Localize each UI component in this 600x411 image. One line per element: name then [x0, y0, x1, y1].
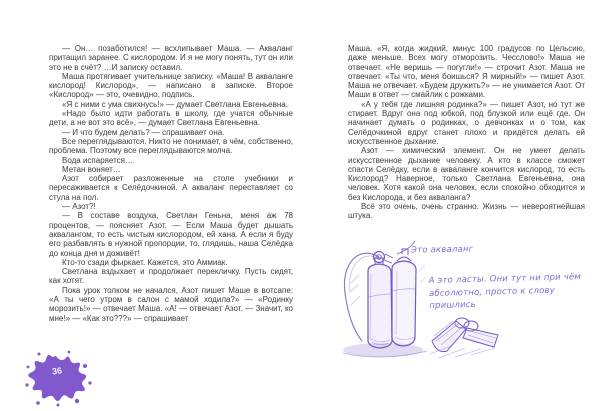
page-number: 36	[51, 365, 63, 377]
paragraph: Всё это очень, очень странно. Жизнь — невероятнейшая штука.	[348, 202, 585, 221]
paragraph: Азот собирает разложенные на столе учебники и пересаживается к Селёдочкиной. А акваланг переставляет со стула на пол.	[49, 174, 293, 202]
fins-caption: А это ласты. Они тут ни при чём абсолютно, просто к слову пришлись	[428, 272, 582, 312]
paragraph: — В составе воздуха, Светлан Геньна, меня аж 78 процентов, — поясняет Азот. — Если Маша будет дышать аквалангом, то есть чистым кислородом, ей хана. А если я буду его разбавлять в нужной пропорции, то, глядишь, наша Селёдка до конца дня и доживёт!	[49, 211, 293, 258]
paragraph: — И что будем делать? — спрашивает она.	[62, 127, 225, 137]
page-right-text	[348, 44, 585, 221]
page-left-text	[49, 44, 293, 323]
paragraph: Вода испаряется…	[62, 155, 133, 165]
tank-caption: Это акваланг	[410, 244, 474, 256]
scuba-tank-and-fins-sketch	[335, 241, 590, 391]
aqualung-illustration	[335, 241, 590, 391]
paragraph: Маша. «Я, когда жидкий, минус 100 градусов по Цельсию, даже меньше. Всех могу отморозить. Чесслово!» Маша не отвечает. «Не веришь — погугли!» — строчит Азот. Маша не отвечает. «Ты что, меня боишься? Я мирный!» — пишет Азот. Маша не отвечает. «Будем дружить?» — не унимается Азот. От Маши в ответ — смайлик с рожками.	[348, 44, 585, 100]
ink-splat-icon	[24, 350, 96, 408]
paragraph: «А у тебя где лишняя родинка?» — пишет Азот, но тут же стирает. Вдруг она под юбкой, под блузкой или ещё где. Он начинает думать о родинках, о девчонках и о том, как Селёдочкиной вдруг станет плохо и придётся делать ей искусственное дыхание.	[348, 99, 585, 146]
page-number-splat	[24, 350, 96, 408]
paragraph: Кто-то сзади фыркает. Кажется, это Аммиак.	[62, 257, 228, 267]
paragraph: — Азот?!	[62, 202, 96, 212]
paragraph: Метан воняет…	[62, 164, 121, 174]
paragraph: Пока урок толком не начался, Азот пишет Маше в вотсапе: «А ты чего утром в салон с мамой ходила?» — «Родинку морозить!» — отвечает Маша. «А! — отвечает Азот. — Значит, ко мне!» — «Как это???» — спрашивает	[49, 285, 293, 323]
paragraph: «Надо было идти работать в школу, где учатся обычные дети, а не вот это всё», — думает Светлана Евгеньевна.	[49, 109, 293, 128]
paragraph: Светлана вздыхает и продолжает перекличку. Пусть сидят, как хотят.	[49, 267, 293, 286]
paragraph: — Он… позаботился! — всхлипывает Маша. — Акваланг притащил заранее. С кислородом. И я не могу понять, тут он или это не в счёт? …И записку оставил.	[49, 44, 293, 72]
paragraph: Все переглядываются. Никто не понимает, в чём, собственно, проблема. Поэтому все переглядываются молча.	[49, 136, 293, 156]
paragraph: Маша протягивает учительнице записку. «Маша! В акваланге кислород! Кислород», — написано в записке. Второе «Кислород» — это, очевидно, подпись.	[49, 71, 293, 100]
paragraph: «Я с ними с ума свихнусь!» — думает Светлана Евгеньевна.	[62, 99, 288, 109]
paragraph: Азот — химический элемент. Он не умеет делать искусственное дыхание человеку. А кто в классе сможет спасти Селёдку, если в акваланге кончится кислород, то есть Кислород? Наверное, только Светлана Евгеньевна, она человек. Хотя какой она человек, если спокойно обходится и без Кислорода, и без акваланга?	[348, 146, 585, 202]
